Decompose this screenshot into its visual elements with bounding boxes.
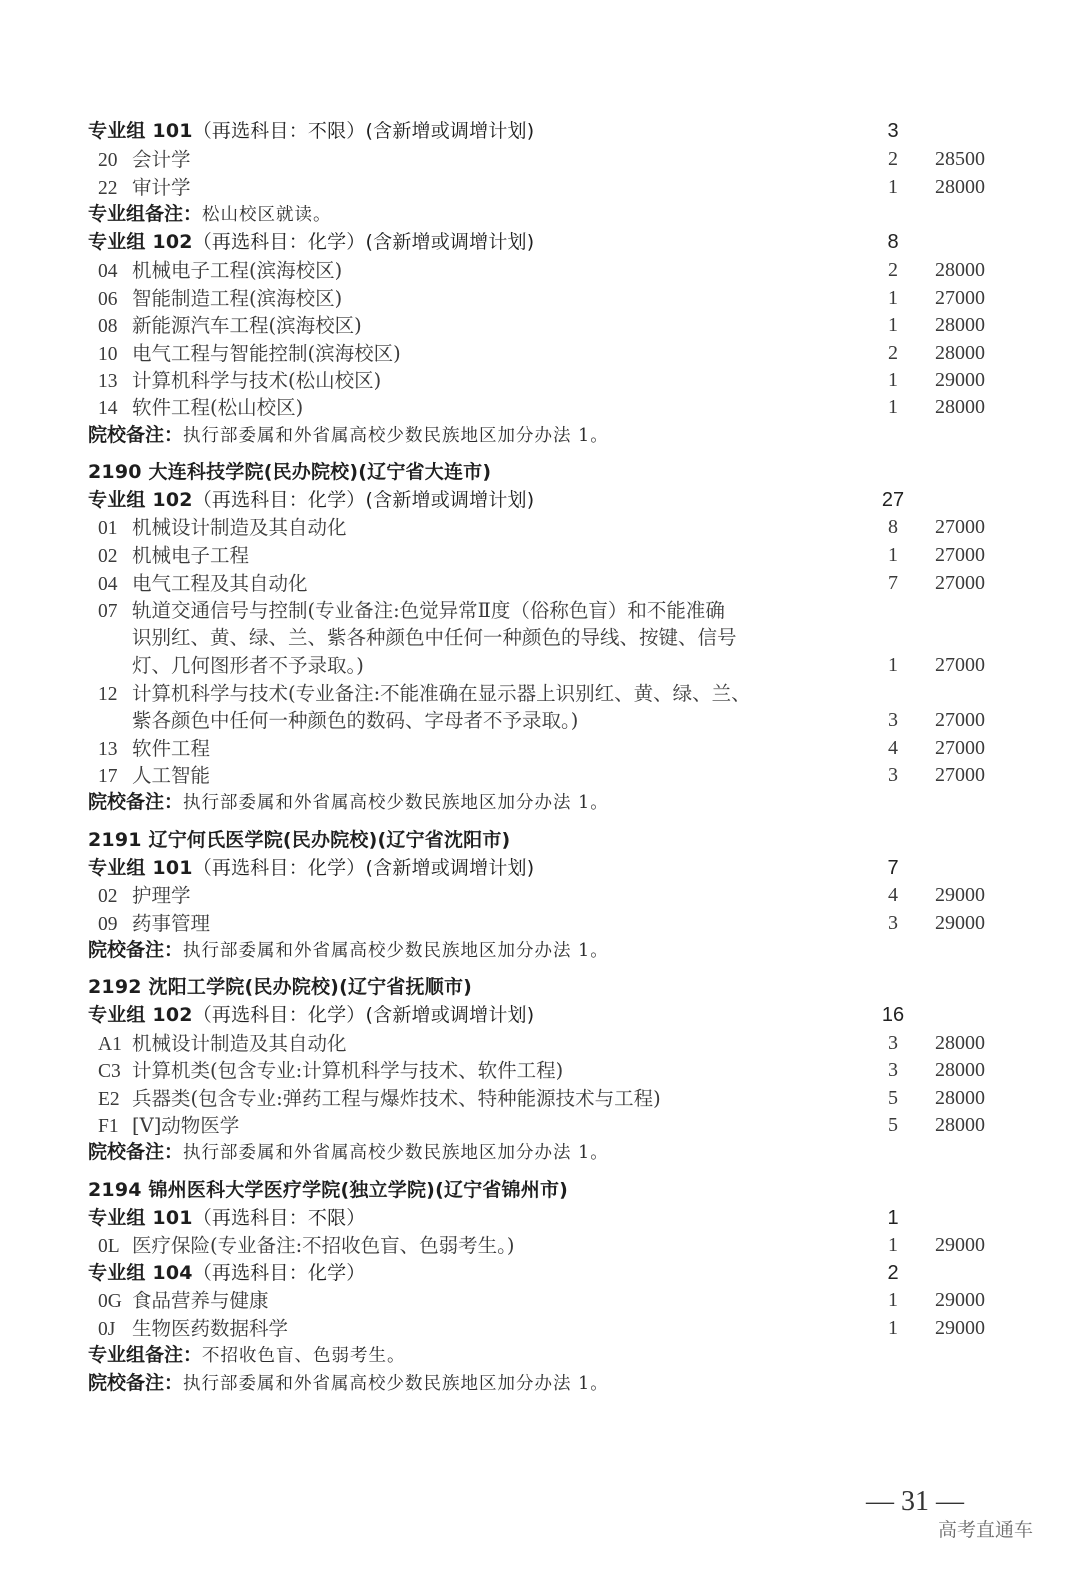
major-code: F1 [98, 1116, 119, 1137]
major-row [0, 735, 1080, 762]
major-name: 计算机科学与技术(专业备注:不能准确在显示器上识别红、黄、绿、兰、 [132, 682, 751, 705]
school-note [0, 1139, 1080, 1166]
school-header [0, 459, 1080, 486]
major-row [0, 570, 1080, 597]
major-count: 2 [888, 342, 898, 364]
note-label: 院校备注： [88, 424, 184, 446]
major-row [0, 257, 1080, 284]
major-count: 2 [888, 259, 898, 281]
major-count: 1 [888, 369, 898, 391]
major-count: 7 [888, 572, 898, 594]
school-header [0, 1177, 1080, 1204]
major-name: 软件工程 [132, 737, 211, 760]
major-fee: 28000 [935, 1059, 985, 1081]
note-label: 院校备注： [88, 791, 184, 813]
major-row [0, 1030, 1080, 1057]
group-title: 专业组 102 [88, 231, 193, 253]
note-label: 专业组备注： [88, 203, 203, 225]
major-code: 02 [98, 546, 118, 567]
major-name: 计算机类(包含专业:计算机科学与技术、软件工程) [132, 1059, 564, 1082]
note-label: 院校备注： [88, 939, 184, 961]
group-subject: （再选科目：化学） [192, 231, 366, 253]
page-number: — 31 — [866, 1486, 964, 1517]
group-title: 专业组 101 [88, 857, 193, 879]
group-note [0, 1342, 1080, 1369]
group-count: 1 [887, 1207, 899, 1229]
major-code: 12 [98, 684, 118, 705]
watermark: 高考直通车 [938, 1519, 1034, 1541]
group-subject: （再选科目：不限） [192, 1207, 366, 1229]
group-subject: （再选科目：不限） [192, 120, 366, 142]
school-note [0, 789, 1080, 816]
major-row [0, 1315, 1080, 1342]
major-code: 0J [98, 1319, 116, 1340]
major-code: 13 [98, 371, 118, 392]
group-subject: （再选科目：化学） [192, 857, 366, 879]
major-count: 3 [888, 764, 898, 786]
note-text: 不招收色盲、色弱考生。 [202, 1346, 406, 1366]
major-count: 5 [888, 1087, 898, 1109]
major-fee: 28000 [935, 396, 985, 418]
major-name: 医疗保险(专业备注:不招收色盲、色弱考生。) [132, 1234, 515, 1257]
major-code: 10 [98, 344, 118, 365]
group-subject: （再选科目：化学） [192, 1262, 366, 1284]
major-row [0, 1085, 1080, 1112]
major-code: 22 [98, 178, 118, 199]
major-fee: 27000 [935, 764, 985, 786]
major-name-cont: 识别红、黄、绿、兰、紫各种颜色中任何一种颜色的导线、按键、信号 [132, 626, 737, 649]
group-header [0, 1260, 1080, 1287]
note-label: 院校备注： [88, 1141, 184, 1163]
major-count: 1 [888, 176, 898, 198]
major-row [0, 367, 1080, 394]
major-row [0, 285, 1080, 312]
major-code: 08 [98, 316, 118, 337]
major-row [0, 514, 1080, 541]
major-name: 人工智能 [132, 764, 211, 787]
major-fee: 29000 [935, 369, 985, 391]
major-fee: 28500 [935, 148, 985, 170]
major-name: 审计学 [132, 176, 191, 199]
major-fee: 27000 [935, 737, 985, 759]
major-row [0, 882, 1080, 909]
major-count: 8 [888, 516, 898, 538]
major-fee: 27000 [935, 654, 985, 676]
major-row [0, 1287, 1080, 1314]
major-fee: 29000 [935, 1234, 985, 1256]
major-count: 1 [888, 314, 898, 336]
group-count: 3 [887, 120, 899, 142]
group-title: 专业组 104 [88, 1262, 193, 1284]
group-header [0, 855, 1080, 882]
major-count: 5 [888, 1114, 898, 1136]
school-note [0, 422, 1080, 449]
group-header [0, 1002, 1080, 1029]
note-label: 院校备注： [88, 1372, 184, 1394]
major-row [0, 146, 1080, 173]
note-label: 专业组备注： [88, 1344, 203, 1366]
major-fee: 27000 [935, 287, 985, 309]
major-name: 药事管理 [132, 912, 211, 935]
major-fee: 29000 [935, 884, 985, 906]
major-name: 计算机科学与技术(松山校区) [132, 369, 382, 392]
major-name: [V]动物医学 [132, 1114, 240, 1137]
major-count: 4 [888, 884, 898, 906]
major-row [0, 910, 1080, 937]
school-note [0, 937, 1080, 964]
major-count: 3 [888, 912, 898, 934]
major-code: 13 [98, 739, 118, 760]
major-count: 1 [888, 1234, 898, 1256]
major-name-cont: 灯、几何图形者不予录取。) [132, 654, 364, 677]
major-fee: 27000 [935, 544, 985, 566]
group-title: 专业组 102 [88, 1004, 193, 1026]
group-extra: (含新增或调增计划) [365, 231, 535, 253]
group-extra: (含新增或调增计划) [365, 857, 535, 879]
major-name: 电气工程与智能控制(滨海校区) [132, 342, 401, 365]
note-text: 执行部委属和外省属高校少数民族地区加分办法 1。 [183, 793, 609, 813]
major-row [0, 340, 1080, 367]
major-row [0, 542, 1080, 569]
major-count: 1 [888, 396, 898, 418]
major-code: 20 [98, 150, 118, 171]
major-count: 2 [888, 148, 898, 170]
major-code: 0G [98, 1291, 122, 1312]
major-name: 食品营养与健康 [132, 1289, 269, 1312]
major-row [0, 174, 1080, 201]
major-code: 07 [98, 601, 118, 622]
major-name: 机械电子工程 [132, 544, 250, 567]
school-title: 2194 锦州医科大学医疗学院(独立学院)(辽宁省锦州市) [88, 1179, 569, 1201]
group-title: 专业组 102 [88, 489, 193, 511]
note-text: 执行部委属和外省属高校少数民族地区加分办法 1。 [183, 941, 609, 961]
note-text: 松山校区就读。 [202, 205, 332, 225]
major-count: 3 [888, 1032, 898, 1054]
major-count: 3 [888, 1059, 898, 1081]
major-row [0, 1112, 1080, 1139]
major-name: 机械设计制造及其自动化 [132, 516, 347, 539]
major-fee: 28000 [935, 1114, 985, 1136]
major-code: 09 [98, 914, 118, 935]
group-note [0, 201, 1080, 228]
major-code: A1 [98, 1034, 122, 1055]
school-title: 2191 辽宁何氏医学院(民办院校)(辽宁省沈阳市) [88, 829, 511, 851]
major-code: 01 [98, 518, 118, 539]
group-count: 16 [881, 1004, 905, 1026]
group-extra: (含新增或调增计划) [365, 489, 535, 511]
major-count: 1 [888, 287, 898, 309]
major-name: 机械电子工程(滨海校区) [132, 259, 343, 282]
school-title: 2190 大连科技学院(民办院校)(辽宁省大连市) [88, 461, 492, 483]
note-text: 执行部委属和外省属高校少数民族地区加分办法 1。 [183, 1143, 609, 1163]
major-code: 02 [98, 886, 118, 907]
major-code: 04 [98, 574, 118, 595]
major-name: 会计学 [132, 148, 191, 171]
major-name: 智能制造工程(滨海校区) [132, 287, 343, 310]
major-row [0, 1232, 1080, 1259]
major-code: 06 [98, 289, 118, 310]
major-code: 14 [98, 398, 118, 419]
major-count: 1 [888, 654, 898, 676]
group-header [0, 118, 1080, 145]
major-code: 17 [98, 766, 118, 787]
major-name: 软件工程(松山校区) [132, 396, 304, 419]
major-row [0, 762, 1080, 789]
major-count: 4 [888, 737, 898, 759]
school-header [0, 827, 1080, 854]
major-row [0, 312, 1080, 339]
major-count: 1 [888, 544, 898, 566]
group-header [0, 487, 1080, 514]
major-name: 兵器类(包含专业:弹药工程与爆炸技术、特种能源技术与工程) [132, 1087, 661, 1110]
major-fee: 27000 [935, 709, 985, 731]
major-fee: 28000 [935, 342, 985, 364]
group-subject: （再选科目：化学） [192, 1004, 366, 1026]
major-fee: 29000 [935, 1289, 985, 1311]
major-count: 1 [888, 1317, 898, 1339]
major-code: 0L [98, 1236, 120, 1257]
group-count: 8 [887, 231, 899, 253]
group-count: 27 [881, 489, 905, 511]
major-name: 新能源汽车工程(滨海校区) [132, 314, 362, 337]
school-title: 2192 沈阳工学院(民办院校)(辽宁省抚顺市) [88, 976, 473, 998]
major-count: 3 [888, 709, 898, 731]
major-name: 机械设计制造及其自动化 [132, 1032, 347, 1055]
group-extra: (含新增或调增计划) [365, 1004, 535, 1026]
major-fee: 29000 [935, 1317, 985, 1339]
group-count: 2 [887, 1262, 899, 1284]
major-row-continuation [0, 652, 1080, 679]
major-fee: 28000 [935, 176, 985, 198]
major-fee: 28000 [935, 259, 985, 281]
group-title: 专业组 101 [88, 1207, 193, 1229]
major-row [0, 1057, 1080, 1084]
major-row-continuation [0, 707, 1080, 734]
major-count: 1 [888, 1289, 898, 1311]
major-code: E2 [98, 1089, 120, 1110]
major-fee: 28000 [935, 1087, 985, 1109]
major-row [0, 597, 1080, 624]
group-extra: (含新增或调增计划) [365, 120, 535, 142]
major-fee: 29000 [935, 912, 985, 934]
major-code: 04 [98, 261, 118, 282]
group-count: 7 [887, 857, 899, 879]
major-fee: 28000 [935, 314, 985, 336]
group-subject: （再选科目：化学） [192, 489, 366, 511]
major-name: 生物医药数据科学 [132, 1317, 289, 1340]
major-row-continuation [0, 624, 1080, 651]
note-text: 执行部委属和外省属高校少数民族地区加分办法 1。 [183, 1374, 609, 1394]
major-name: 护理学 [132, 884, 191, 907]
major-name-cont: 紫各颜色中任何一种颜色的数码、字母者不予录取。) [132, 709, 579, 732]
group-header [0, 1205, 1080, 1232]
group-header [0, 229, 1080, 256]
note-text: 执行部委属和外省属高校少数民族地区加分办法 1。 [183, 426, 609, 446]
school-note [0, 1370, 1080, 1397]
major-name: 轨道交通信号与控制(专业备注:色觉异常Ⅱ度（俗称色盲）和不能准确 [132, 599, 725, 622]
major-row [0, 394, 1080, 421]
major-fee: 27000 [935, 572, 985, 594]
group-title: 专业组 101 [88, 120, 193, 142]
major-fee: 28000 [935, 1032, 985, 1054]
major-code: C3 [98, 1061, 121, 1082]
major-row [0, 680, 1080, 707]
major-name: 电气工程及其自动化 [132, 572, 308, 595]
school-header [0, 974, 1080, 1001]
major-fee: 27000 [935, 516, 985, 538]
